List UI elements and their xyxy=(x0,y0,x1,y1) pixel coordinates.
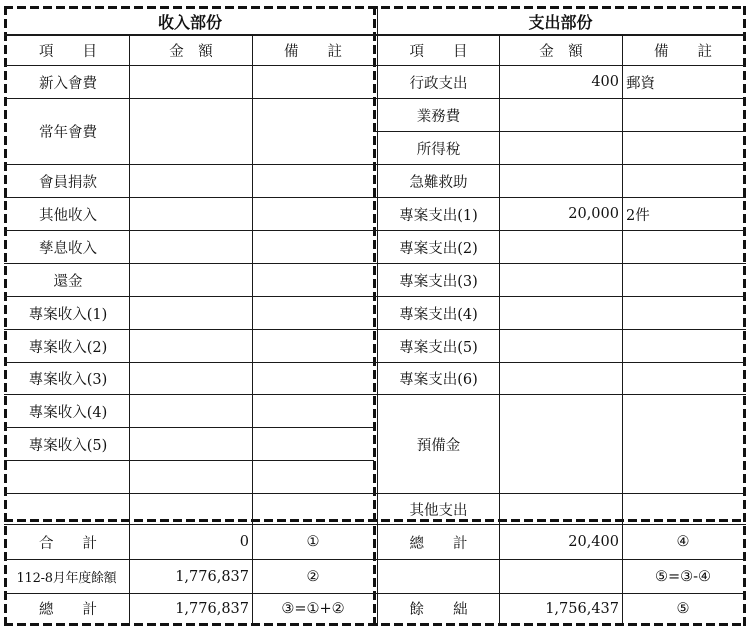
income-subtotal-label: 合 計 xyxy=(39,535,97,552)
income-item-header: 項 目 xyxy=(39,44,97,60)
right-border xyxy=(743,6,746,626)
income-row-label: 孳息收入 xyxy=(39,240,97,257)
formula-note: ⑤=③-④ xyxy=(654,568,712,585)
expense-note-header: 備 註 xyxy=(654,44,712,60)
financial-statement-table xyxy=(4,6,746,626)
income-row-label: 專案收入(4) xyxy=(28,404,108,421)
income-section-title: 收入部份 xyxy=(157,13,222,32)
expense-row-label: 所得稅 xyxy=(416,141,461,158)
expense-item-header: 項 目 xyxy=(409,44,468,60)
expense-row-label: 急難救助 xyxy=(409,174,468,191)
income-total-note: ③=①+② xyxy=(281,600,345,617)
expense-section-title: 支出部份 xyxy=(528,13,593,32)
expense-blank-amount xyxy=(500,560,622,593)
income-row-label: 其他收入 xyxy=(39,207,97,224)
expense-row-label: 專案支出(6) xyxy=(399,372,478,388)
expense-row-label: 專案支出(2) xyxy=(399,240,478,257)
expense-row-label: 專案支出(1) xyxy=(399,207,478,224)
expense-row-label: 專案支出(5) xyxy=(399,339,478,356)
income-row-label: 專案收入(3) xyxy=(28,372,108,388)
income-row-label: 會員捐款 xyxy=(39,174,97,191)
section-divider xyxy=(373,6,376,626)
income-subtotal-amount: 0 xyxy=(239,534,249,550)
expense-row-note: 2件 xyxy=(626,207,650,224)
expense-row-label: 業務費 xyxy=(416,108,461,125)
income-row-label: 專案收入(1) xyxy=(28,306,108,323)
expense-total-note: ④ xyxy=(676,534,690,550)
expense-row-note: 郵資 xyxy=(626,75,655,92)
income-row-label: 專案收入(5) xyxy=(28,437,108,454)
income-total-label: 總 計 xyxy=(39,602,97,618)
income-subtotal-note: ① xyxy=(306,534,320,550)
expense-row-label: 專案支出(3) xyxy=(399,273,478,290)
balance-carried-label: 112-8月年度餘額 xyxy=(16,571,117,586)
expense-row-label: 預備金 xyxy=(416,437,461,454)
balance-carried-note: ② xyxy=(306,568,320,585)
income-note-header: 備 註 xyxy=(284,44,342,60)
income-row-label: 新入會費 xyxy=(39,75,97,92)
income-total-amount: 1,776,837 xyxy=(175,600,249,617)
expense-total-amount: 20,400 xyxy=(568,534,619,550)
income-amount-header: 金 額 xyxy=(169,44,213,60)
income-row-label: 還金 xyxy=(53,273,83,290)
income-row-label: 專案收入(2) xyxy=(28,339,108,356)
remainder-note: ⑤ xyxy=(676,600,690,617)
expense-row-label: 專案支出(4) xyxy=(399,306,478,323)
balance-carried-amount: 1,776,837 xyxy=(175,568,249,585)
income-row-label: 常年會費 xyxy=(39,125,97,141)
expense-amount-header: 金 額 xyxy=(539,44,583,60)
expense-total-label: 總 計 xyxy=(409,535,468,552)
expense-blank-label xyxy=(378,560,499,593)
expense-row-amount: 400 xyxy=(591,74,619,90)
rule xyxy=(4,460,374,461)
expense-row-label: 行政支出 xyxy=(409,75,468,92)
expense-row-label: 其他支出 xyxy=(409,502,468,519)
rule xyxy=(4,493,746,494)
remainder-label: 餘 絀 xyxy=(409,602,468,618)
remainder-amount: 1,756,437 xyxy=(545,600,619,617)
expense-row-amount: 20,000 xyxy=(568,206,619,222)
